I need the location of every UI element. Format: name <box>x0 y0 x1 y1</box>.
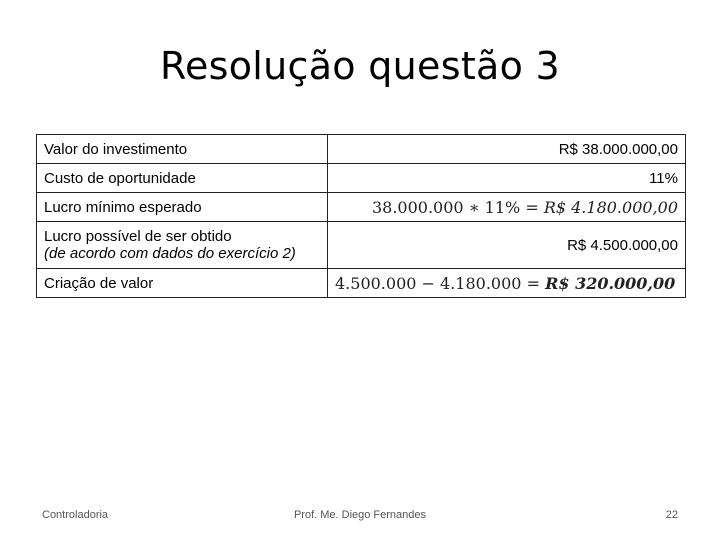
row-label-text: Lucro possível de ser obtido <box>44 228 232 245</box>
formula-operand: 4.180.000 <box>440 273 522 293</box>
resolution-table <box>36 134 686 298</box>
footer-author: Prof. Me. Diego Fernandes <box>293 509 427 521</box>
row-value-investment: R$ 38.000.000,00 <box>328 135 686 164</box>
table-row <box>37 135 686 164</box>
formula-operand: 4.500.000 <box>335 273 417 293</box>
row-sublabel: (de acordo com dados do exercício 2) <box>44 245 296 262</box>
row-value-opportunity-cost: 11% <box>328 164 686 193</box>
table-row <box>37 222 686 269</box>
row-formula-min-profit <box>328 193 686 222</box>
formula-operator: − <box>421 273 435 293</box>
row-label-investment: Valor do investimento <box>37 135 328 164</box>
table-row <box>37 164 686 193</box>
formula-result: R$ 4.180.000,00 <box>543 197 678 217</box>
footer-page-number: 22 <box>665 509 678 521</box>
row-label-min-profit: Lucro mínimo esperado <box>37 193 328 222</box>
row-label-opportunity-cost: Custo de oportunidade <box>37 164 328 193</box>
table-row <box>37 193 686 222</box>
formula-operator: ∗ <box>468 197 480 217</box>
footer-course: Controladoria <box>42 509 109 521</box>
row-value-possible-profit: R$ 4.500.000,00 <box>328 222 686 269</box>
formula-equals: = <box>526 273 540 293</box>
formula-operand: 38.000.000 <box>371 197 464 217</box>
slide-title: Resolução questão 3 <box>159 44 561 88</box>
formula-operand: 11% <box>484 197 521 217</box>
formula-equals: = <box>525 197 539 217</box>
row-formula-value-creation <box>328 269 686 298</box>
table-row <box>37 269 686 298</box>
formula-result: R$ 320.000,00 <box>545 273 676 293</box>
row-label-value-creation: Criação de valor <box>37 269 328 298</box>
row-label-possible-profit <box>37 222 328 269</box>
